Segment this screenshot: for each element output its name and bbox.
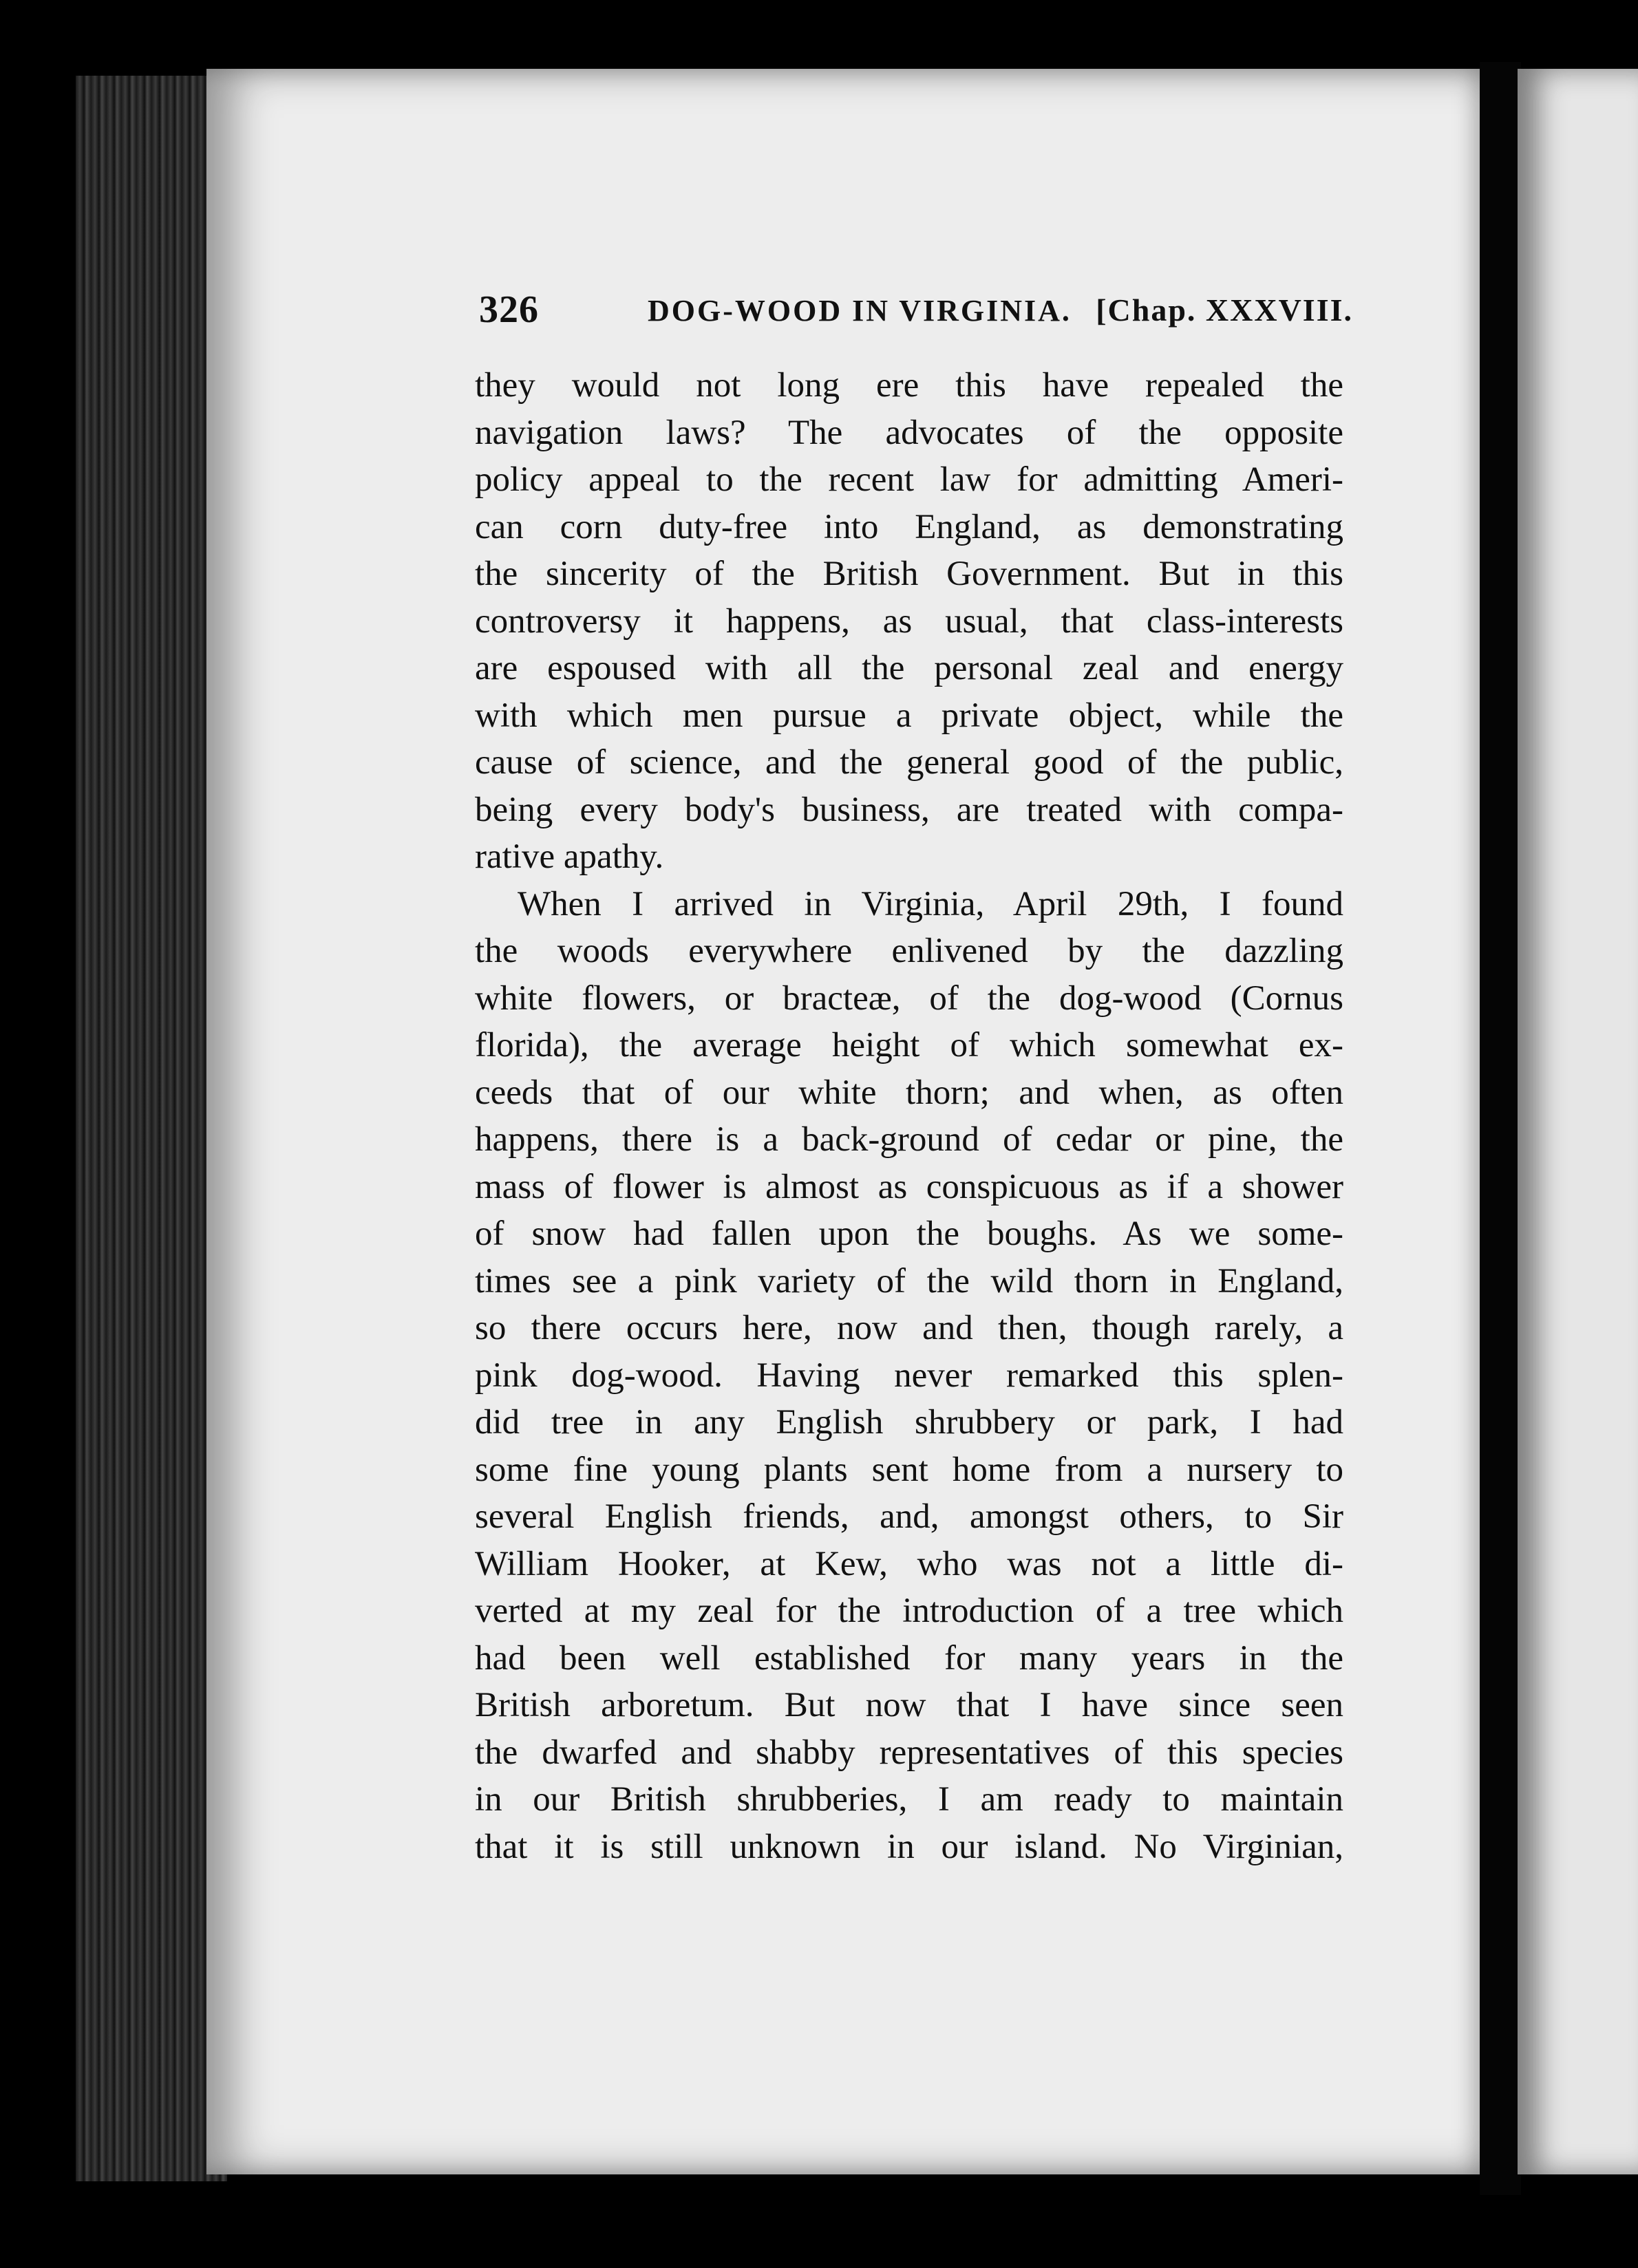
text-line: had been well established for many years in the (475, 1638, 1343, 1678)
page-header (479, 288, 1353, 336)
page-number: 326 (479, 288, 539, 331)
text-line: that it is still unknown in our island. No Virginian, (475, 1827, 1343, 1866)
text-line: being every body's business, are treated with compa- (475, 790, 1343, 829)
text-line: did tree in any English shrubbery or park, I had (475, 1403, 1343, 1442)
body-text (475, 362, 1343, 1870)
text-line: British arboretum. But now that I have since seen (475, 1686, 1343, 1724)
text-line: navigation laws? The advocates of the opposite (475, 413, 1343, 452)
text-line: pink dog-wood. Having never remarked this splen- (475, 1356, 1343, 1395)
text-line: verted at my zeal for the introduction of a tree which (475, 1592, 1343, 1630)
text-line: can corn duty-free into England, as demonstrating (475, 507, 1343, 546)
text-line: florida), the average height of which somewhat ex- (475, 1026, 1343, 1065)
text-line: several English friends, and, amongst others, to Sir (475, 1497, 1343, 1536)
text-line: of snow had fallen upon the boughs. As we some- (475, 1215, 1343, 1253)
text-line: policy appeal to the recent law for admitting Ameri- (475, 460, 1343, 499)
text-line: controversy it happens, as usual, that class-interests (475, 601, 1343, 641)
text-line: times see a pink variety of the wild thorn in England, (475, 1261, 1343, 1301)
page-edges (76, 76, 227, 2181)
running-title: DOG-WOOD IN VIRGINIA. (648, 294, 1072, 328)
book-gutter (1480, 62, 1521, 2195)
text-line: William Hooker, at Kew, who was not a little di- (475, 1544, 1343, 1583)
text-line: happens, there is a back-ground of cedar or pine, the (475, 1120, 1343, 1159)
text-line: are espoused with all the personal zeal and energy (475, 649, 1343, 687)
text-line: cause of science, and the general good of the public, (475, 743, 1343, 782)
text-line: some fine young plants sent home from a nursery to (475, 1450, 1343, 1489)
text-line: rative apathy. (475, 837, 664, 876)
text-line: so there occurs here, now and then, though rarely, a (475, 1309, 1343, 1347)
text-line: the dwarfed and shabby representatives of this species (475, 1733, 1343, 1772)
text-line: the woods everywhere enlivened by the dazzling (475, 932, 1343, 970)
text-line: they would not long ere this have repealed the (475, 366, 1343, 405)
text-line: with which men pursue a private object, while the (475, 696, 1343, 735)
text-line: white flowers, or bracteæ, of the dog-wood (Cornus (475, 978, 1343, 1018)
text-line: ceeds that of our white thorn; and when, as often (475, 1073, 1343, 1112)
text-line: mass of flower is almost as conspicuous as if a shower (475, 1167, 1343, 1206)
chapter-reference: [Chap. XXXVIII. (1096, 292, 1353, 328)
facing-page-edge (1518, 69, 1638, 2174)
text-line: in our British shrubberies, I am ready to maintain (475, 1780, 1343, 1819)
text-line: the sincerity of the British Government. But in this (475, 555, 1343, 593)
text-line: When I arrived in Virginia, April 29th, I found (518, 884, 1343, 923)
